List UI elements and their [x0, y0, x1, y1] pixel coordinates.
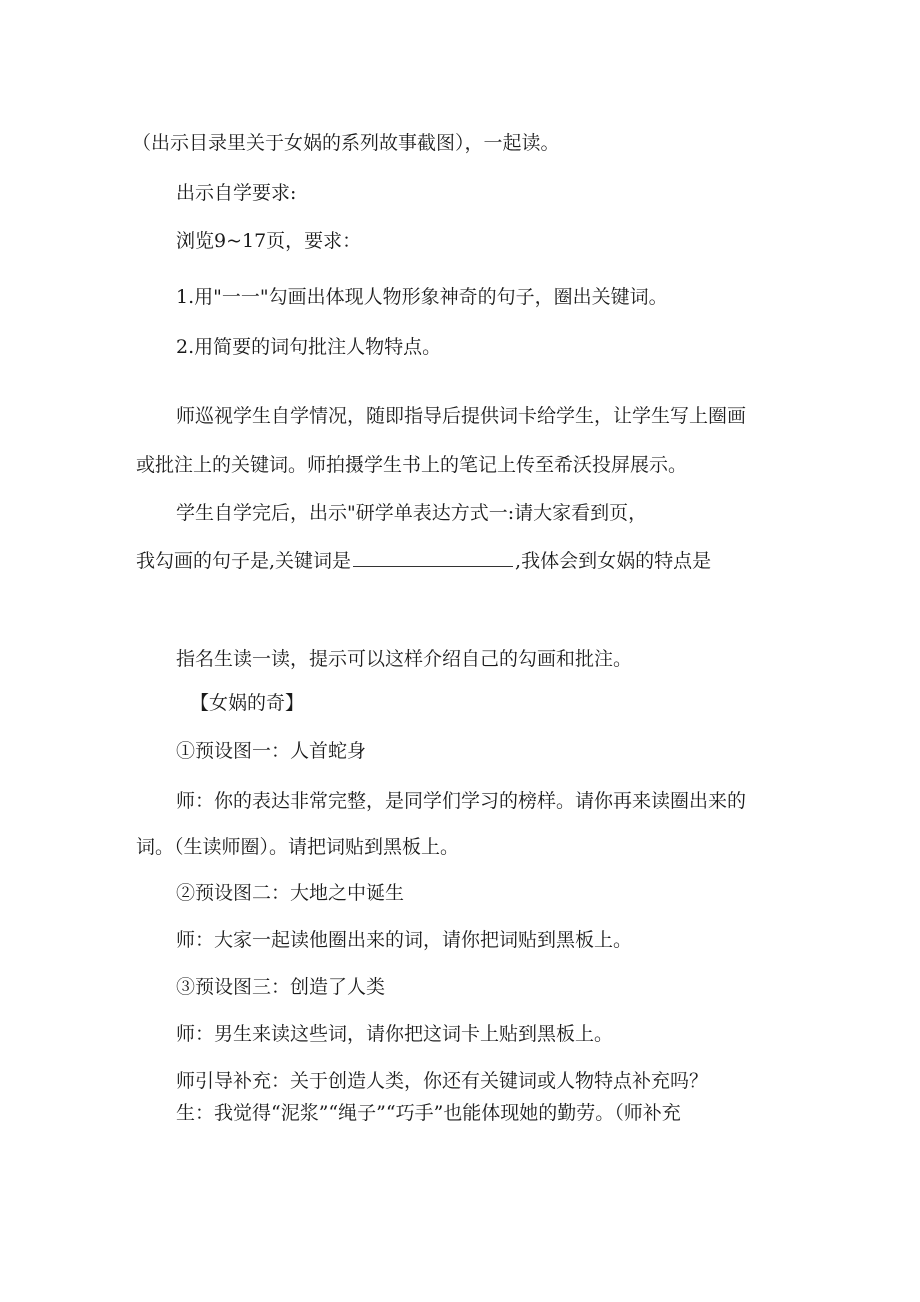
requirement-item-2: 2.用简要的词句批注人物特点。 [176, 336, 442, 358]
paragraph-self-study-heading: 出示自学要求: [176, 182, 297, 204]
paragraph-after-self-study: 学生自学完后，出示"研学单表达方式一:请大家看到页， [176, 502, 648, 524]
teacher-remark-2: 师：大家一起读他圈出来的词，请你把词贴到黑板上。 [176, 929, 633, 951]
paragraph-intro: （出示目录里关于女娲的系列故事截图），一起读。 [132, 132, 560, 154]
paragraph-name-student: 指名生读一读，提示可以这样介绍自己的勾画和批注。 [176, 648, 633, 670]
paragraph-teacher-patrol-line2: 或批注上的关键词。师拍摄学生书上的笔记上传至希沃投屏展示。 [136, 454, 688, 476]
section-heading-nuwa: 【女娲的奇】 [190, 692, 305, 714]
paragraph-browse-pages: 浏览9~17页，要求： [176, 230, 362, 252]
teacher-remark-1-line1: 师：你的表达非常完整，是同学们学习的榜样。请你再来读圈出来的 [176, 790, 747, 812]
paragraph-teacher-patrol-line1: 师巡视学生自学情况，随即指导后提供词卡给学生，让学生写上圈画 [176, 405, 747, 427]
preset-figure-1: ①预设图一：人首蛇身 [176, 740, 367, 762]
fill-in-blank [353, 548, 513, 567]
teacher-remark-1-line2: 词。（生读师圈）。请把词贴到黑板上。 [136, 836, 460, 858]
teacher-guidance: 师引导补充：关于创造人类，你还有关键词或人物特点补充吗？ [176, 1070, 709, 1092]
template-text-after: ,我体会到女娲的特点是 [515, 550, 712, 572]
requirement-item-1: 1.用"一一"勾画出体现人物形象神奇的句子，圈出关键词。 [176, 286, 668, 308]
preset-figure-3: ③预设图三：创造了人类 [176, 976, 386, 998]
teacher-remark-3: 师：男生来读这些词，请你把这词卡上贴到黑板上。 [176, 1023, 614, 1045]
student-response: 生：我觉得“泥浆”“绳子”“巧手”也能体现她的勤劳。（师补充 [176, 1102, 681, 1124]
paragraph-fill-in-template [136, 548, 711, 574]
preset-figure-2: ②预设图二：大地之中诞生 [176, 882, 405, 904]
template-text-before: 我勾画的句子是,关键词是 [136, 550, 352, 572]
